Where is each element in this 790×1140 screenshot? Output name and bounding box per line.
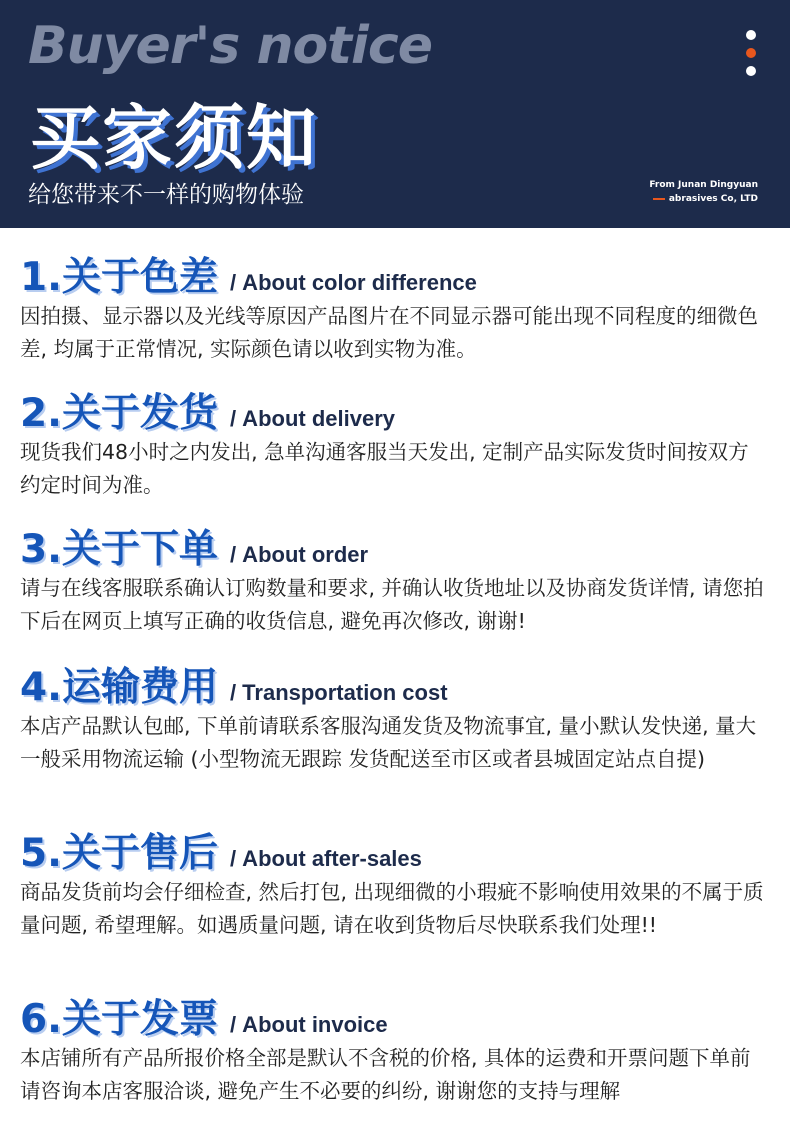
title-english: Buyer's notice <box>28 16 432 76</box>
section-body: 商品发货前均会仔细检查, 然后打包, 出现细微的小瑕疵不影响使用效果的不属于质量问题, 希望理解。如遇质量问题, 请在收到货物后尽快联系我们处理!! <box>20 880 764 937</box>
header-banner <box>0 0 790 228</box>
section-title-en: / About order <box>229 542 369 567</box>
section-heading <box>20 656 770 710</box>
section-after-sales <box>20 822 770 942</box>
section-body: 本店铺所有产品所报价格全部是默认不含税的价格, 具体的运费和开票问题下单前请咨询本店客服洽谈, 避免产生不必要的纠纷, 谢谢您的支持与理解 <box>20 1046 751 1103</box>
section-title-zh: 5.关于售后 <box>20 831 218 876</box>
company-line-1: From Junan Dingyuan <box>649 180 758 190</box>
section-title-zh: 3.关于下单 <box>20 527 218 572</box>
section-color-difference <box>20 246 770 366</box>
dot-icon <box>746 48 756 58</box>
section-heading <box>20 822 770 876</box>
dot-icon <box>746 30 756 40</box>
section-order <box>20 518 770 638</box>
section-body: 因拍摄、显示器以及光线等原因产品图片在不同显示器可能出现不同程度的细微色差, 均属于正常情况, 实际颜色请以收到实物为准。 <box>20 304 758 361</box>
section-title-en: / About invoice <box>229 1012 388 1037</box>
section-heading <box>20 988 770 1042</box>
company-line-2: abrasives Co, LTD <box>668 194 758 204</box>
section-heading <box>20 382 770 436</box>
section-transportation <box>20 656 770 776</box>
company-line-2-wrap <box>649 192 758 206</box>
section-invoice <box>20 988 770 1108</box>
title-chinese: 买家须知 <box>30 97 318 179</box>
section-title-en: / About after-sales <box>229 846 422 871</box>
section-title-zh: 6.关于发票 <box>20 997 218 1042</box>
section-title-en: / Transportation cost <box>229 680 448 705</box>
section-delivery <box>20 382 770 502</box>
section-title-zh: 4.运输费用 <box>20 665 218 710</box>
dot-icon <box>746 66 756 76</box>
section-heading <box>20 246 770 300</box>
section-title-zh: 1.关于色差 <box>20 255 218 300</box>
company-tag <box>649 178 758 206</box>
section-body: 请与在线客服联系确认订购数量和要求, 并确认收货地址以及协商发货详情, 请您拍下后在网页上填写正确的收货信息, 避免再次修改, 谢谢! <box>20 576 764 633</box>
orange-dash-icon <box>653 198 665 200</box>
header-subtitle: 给您带来不一样的购物体验 <box>28 182 304 208</box>
section-title-zh: 2.关于发货 <box>20 391 218 436</box>
section-body: 现货我们48小时之内发出, 急单沟通客服当天发出, 定制产品实际发货时间按双方约定时间为准。 <box>20 440 749 497</box>
section-title-en: / About delivery <box>229 406 395 431</box>
section-heading <box>20 518 770 572</box>
menu-dots-icon <box>746 30 758 84</box>
section-title-en: / About color difference <box>229 270 477 295</box>
section-body: 本店产品默认包邮, 下单前请联系客服沟通发货及物流事宜, 量小默认发快递, 量大一般采用物流运输 (小型物流无跟踪 发货配送至市区或者县城固定站点自提) <box>20 714 757 771</box>
